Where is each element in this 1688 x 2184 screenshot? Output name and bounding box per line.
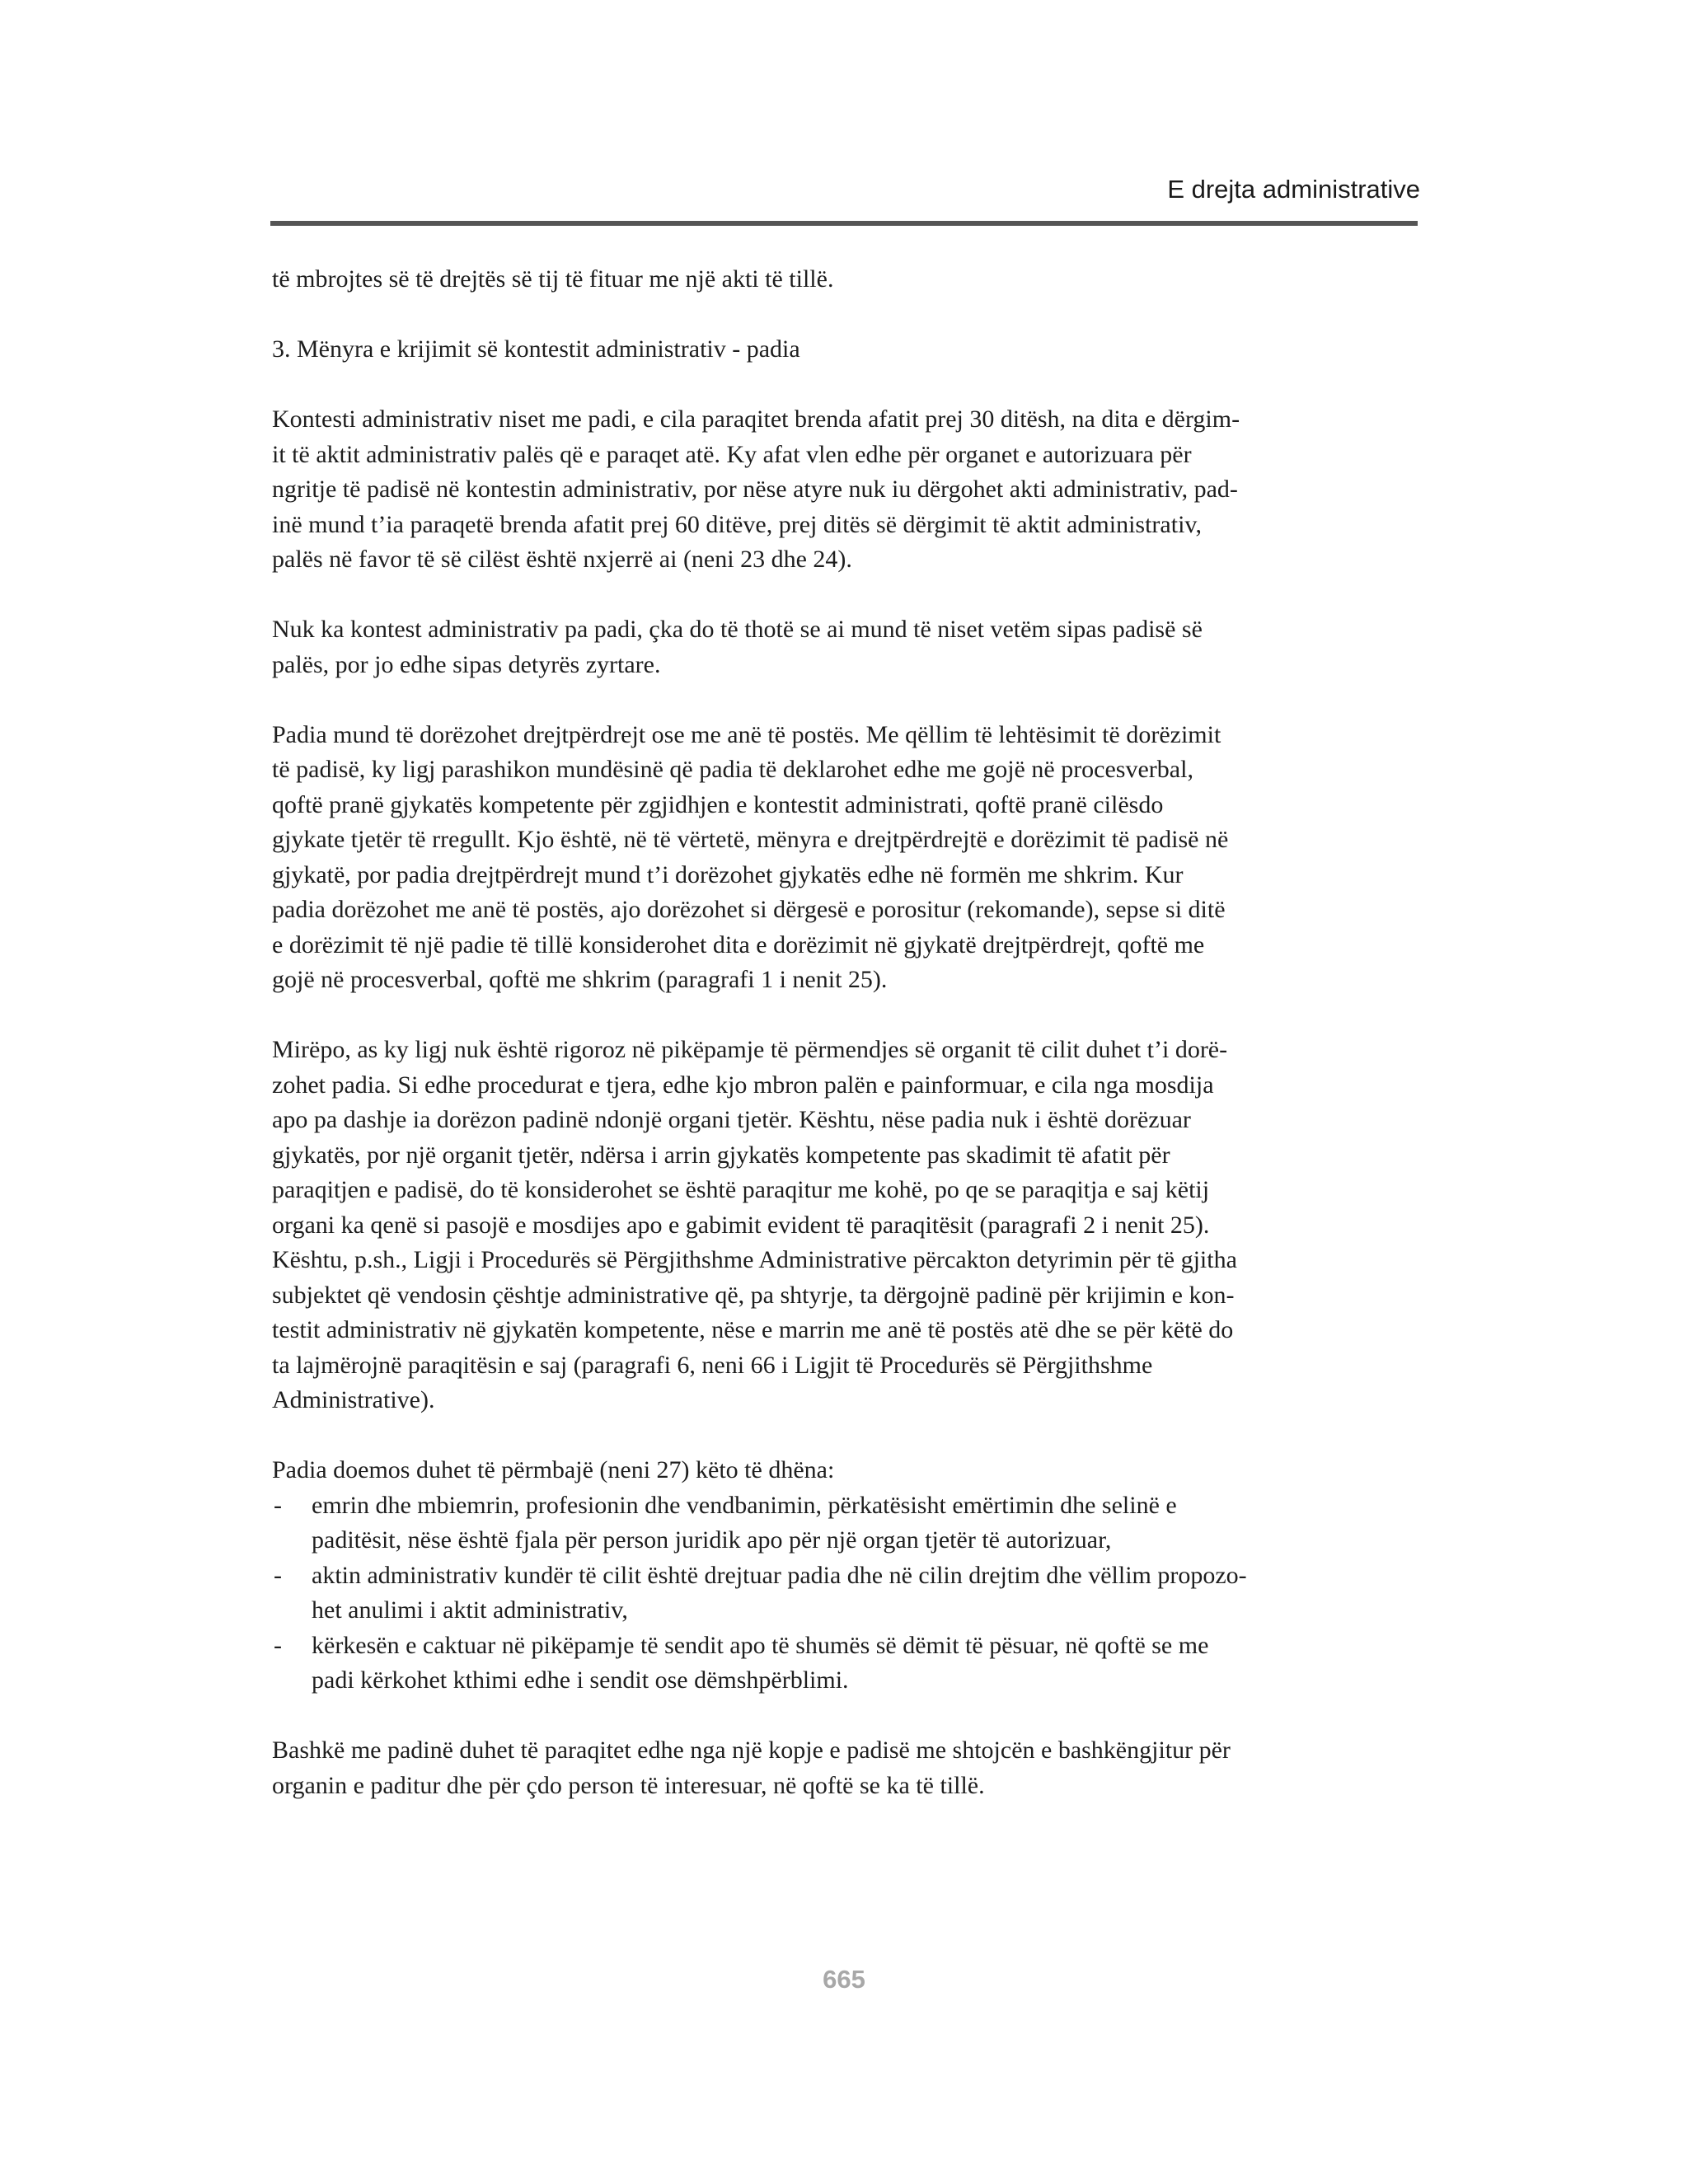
paragraph-spacer [272,1699,1419,1734]
text-line: paditësit, nëse është fjala për person juridik apo për një organ tjetër të autorizuar, [312,1526,1112,1554]
text-line: padi kërkohet kthimi edhe i sendit ose dëmshpërblimi. [312,1666,849,1694]
text-line: emrin dhe mbiemrin, profesionin dhe vendbanimin, përkatësisht emërtimin dhe selinë e [312,1491,1177,1519]
text-line: gjykatës, por një organit tjetër, ndërsa i arrin gjykatës kompetente pas skadimit të afatit për [272,1141,1170,1169]
text-line: Padia mund të dorëzohet drejtpërdrejt ose me anë të postës. Me qëllim të lehtësimit të dorëzimit [272,720,1221,748]
list-item [272,1629,1419,1699]
text-line: ngritje të padisë në kontestin administrativ, por nëse atyre nuk iu dërgohet akti administrativ, pad- [272,476,1238,503]
text-line: organi ka qenë si pasojë e mosdijes apo e gabimit evident të paraqitësit (paragrafi 2 i nenit 25). [272,1211,1210,1239]
text-line: e dorëzimit të një padie të tillë konsiderohet dita e dorëzimit në gjykatë drejtpërdrejt, qoftë me [272,930,1205,958]
text-line: subjektet që vendosin çështje administrative që, pa shtyrje, ta dërgojnë padinë për krijimin e kon- [272,1281,1235,1309]
text-line: padia dorëzohet me anë të postës, ajo dorëzohet si dërgesë e porositur (rekomande), sepse si ditë [272,896,1226,923]
claim-contents-list [272,1488,1419,1699]
text-line: gjykate tjetër të rregullt. Kjo është, në të vërtetë, mënyra e drejtpërdrejtë e dorëzimit të padisë në [272,826,1229,853]
text-line: gojë në procesverbal, qoftë me shkrim (paragrafi 1 i nenit 25). [272,966,888,993]
list-dash: - [274,1491,282,1519]
list-intro: Padia doemos duhet të përmbajë (neni 27) këto të dhëna: [272,1456,835,1483]
paragraph-spacer [272,682,1419,718]
text-line: Nuk ka kontest administrativ pa padi, çka do të thotë se ai mund të niset vetëm sipas padisë së [272,616,1203,643]
text-line: organin e paditur dhe për çdo person të interesuar, në qoftë se ka të tillë. [272,1771,985,1799]
text-line: Kontesti administrativ niset me padi, e cila paraqitet brenda afatit prej 30 ditësh, na dita e dërgim- [272,405,1240,433]
paragraph-submission-methods [272,718,1419,998]
paragraph-spacer [272,368,1419,403]
paragraph-filing-deadline [272,402,1419,578]
text-line: kërkesën e caktuar në pikëpamje të sendit apo të shumës së dëmit të pësuar, në qoftë se me [312,1631,1209,1659]
text-line: të padisë, ky ligj parashikon mundësinë që padia të deklarohet edhe me gojë në procesverbal, [272,756,1193,783]
list-dash: - [274,1561,282,1589]
text-line: het anulimi i aktit administrativ, [312,1596,628,1624]
text-line: ta lajmërojnë paraqitësin e saj (paragrafi 6, neni 66 i Ligjit të Procedurës së Përgjithshme [272,1351,1153,1379]
list-item [272,1488,1419,1558]
text-line: aktin administrativ kundër të cilit është drejtuar padia dhe në cilin drejtim dhe vëllim propozo- [312,1561,1247,1589]
running-header: E drejta administrative [1167,175,1420,204]
text-line: zohet padia. Si edhe procedurat e tjera, edhe kjo mbron palën e painformuar, e cila nga mosdija [272,1071,1214,1099]
text-line: it të aktit administrativ palës që e paraqet atë. Ky afat vlen edhe për organet e autorizuara për [272,440,1192,468]
text-line: Administrative). [272,1386,435,1413]
text-line: palës në favor të së cilëst është nxjerrë ai (neni 23 dhe 24). [272,546,852,573]
list-item [272,1558,1419,1629]
intro-line: të mbrojtes së të drejtës së tij të fituar me një akti të tillë. [272,265,834,293]
body-text [272,262,1419,1803]
text-line: gjykatë, por padia drejtpërdrejt mund t’i dorëzohet gjykatës edhe në formën me shkrim. Kur [272,860,1184,888]
text-line: qoftë pranë gjykatës kompetente për zgjidhjen e kontestit administrati, qoftë pranë cilësdo [272,790,1164,818]
paragraph-spacer [272,578,1419,613]
text-line: Bashkë me padinë duhet të paraqitet edhe nga një kopje e padisë me shtojcën e bashkëngjitur për [272,1736,1231,1764]
text-line: apo pa dashje ia dorëzon padinë ndonjë organi tjetër. Kështu, nëse padia nuk i është dorëzuar [272,1106,1191,1133]
section-heading: 3. Mënyra e krijimit së kontestit administrativ - padia [272,335,800,363]
text-line: palës, por jo edhe sipas detyrës zyrtare. [272,650,661,678]
page-number: 665 [823,1965,865,1994]
header-rule [270,221,1418,226]
text-line: inë mund t’ia paraqetë brenda afatit prej 60 ditëve, prej ditës së dërgimit të aktit administrativ, [272,510,1202,538]
paragraph-spacer [272,298,1419,333]
text-line: testit administrativ në gjykatën kompetente, nëse e marrin me anë të postës atë dhe se për këtë do [272,1316,1234,1343]
text-line: Mirëpo, as ky ligj nuk është rigoroz në pikëpamje të përmendjes së organit të cilit duhet t’i dorë- [272,1036,1228,1063]
paragraph-wrong-organ [272,1033,1419,1418]
paragraph-copies [272,1733,1419,1803]
text-line: paraqitjen e padisë, do të konsiderohet se është paraqitur me kohë, po qe se paraqitja e saj këtij [272,1176,1210,1203]
text-line: Kështu, p.sh., Ligji i Procedurës së Përgjithshme Administrative përcakton detyrimin për të gjitha [272,1246,1237,1273]
list-dash: - [274,1631,282,1659]
paragraph-spacer [272,1418,1419,1454]
paragraph-spacer [272,998,1419,1033]
paragraph-no-dispute-without-claim [272,612,1419,682]
